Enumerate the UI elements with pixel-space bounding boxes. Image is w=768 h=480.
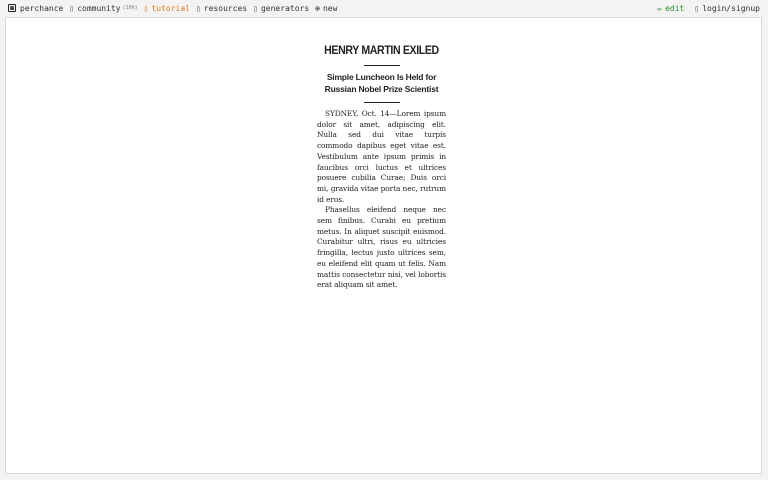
nav-community-label: community (77, 3, 121, 13)
subhead-divider (364, 102, 400, 103)
nav-tutorial[interactable] (144, 4, 190, 13)
nav-new-label: new (322, 3, 338, 13)
newspaper-article (317, 44, 446, 291)
nav-tutorial-label: tutorial (151, 3, 190, 13)
nav-resources-label: resources (203, 3, 248, 13)
dice-icon (8, 4, 16, 12)
community-badge: (10h) (122, 5, 138, 11)
edit-label: edit (665, 3, 685, 13)
folder-icon: ▯ (195, 3, 201, 13)
headline-divider (364, 65, 400, 66)
nav-perchance[interactable] (8, 4, 63, 13)
edit-button[interactable] (657, 4, 684, 13)
top-nav-bar (0, 0, 768, 16)
nav-perchance-label: perchance (20, 3, 64, 13)
article-paragraph: Phasellus eleifend neque nec sem finibus. Curabi eu pretium metus. In aliquet suscipit euismod. Curabitur ultri, risus eu ultricies fringilla, lectus justo ultrices sem, eu eleifend elit quam ut felis. Nam mattis consectetur nisi, vel lobortis erat aliquam sit amet. (317, 205, 446, 290)
grid-icon: ▯ (253, 3, 258, 13)
pencil-icon: ✏ (657, 3, 663, 13)
login-signup-button[interactable] (694, 4, 760, 13)
article-body (317, 109, 446, 291)
nav-generators-label: generators (260, 3, 310, 13)
top-nav-right (651, 4, 768, 13)
chat-icon: ▯ (69, 3, 75, 13)
book-icon: ▯ (143, 3, 149, 13)
article-paragraph: SYDNEY, Oct. 14—Lorem ipsum dolor sit amet, adipiscing elit. Nulla sed dui vitae turpis commodo dapibus eget vitae est. Vestibulum ante ipsum primis in faucibus orci luctus et ultrices posuere cubilia Curae; Duis orci mi, gravida vitae porta nec, rutrum id eros. (317, 109, 446, 204)
nav-resources[interactable] (196, 4, 247, 13)
nav-community[interactable] (69, 4, 137, 13)
nav-new[interactable] (315, 4, 337, 13)
article-subhead: Simple Luncheon Is Held for Russian Nobel Prize Scientist (324, 72, 439, 94)
user-icon: ▯ (694, 3, 700, 13)
login-label: login/signup (702, 3, 760, 13)
top-nav-left (0, 4, 337, 13)
nav-generators[interactable] (253, 4, 309, 13)
plus-circle-icon: ⊕ (315, 3, 320, 13)
article-headline: HENRY MARTIN EXILED (324, 45, 439, 57)
